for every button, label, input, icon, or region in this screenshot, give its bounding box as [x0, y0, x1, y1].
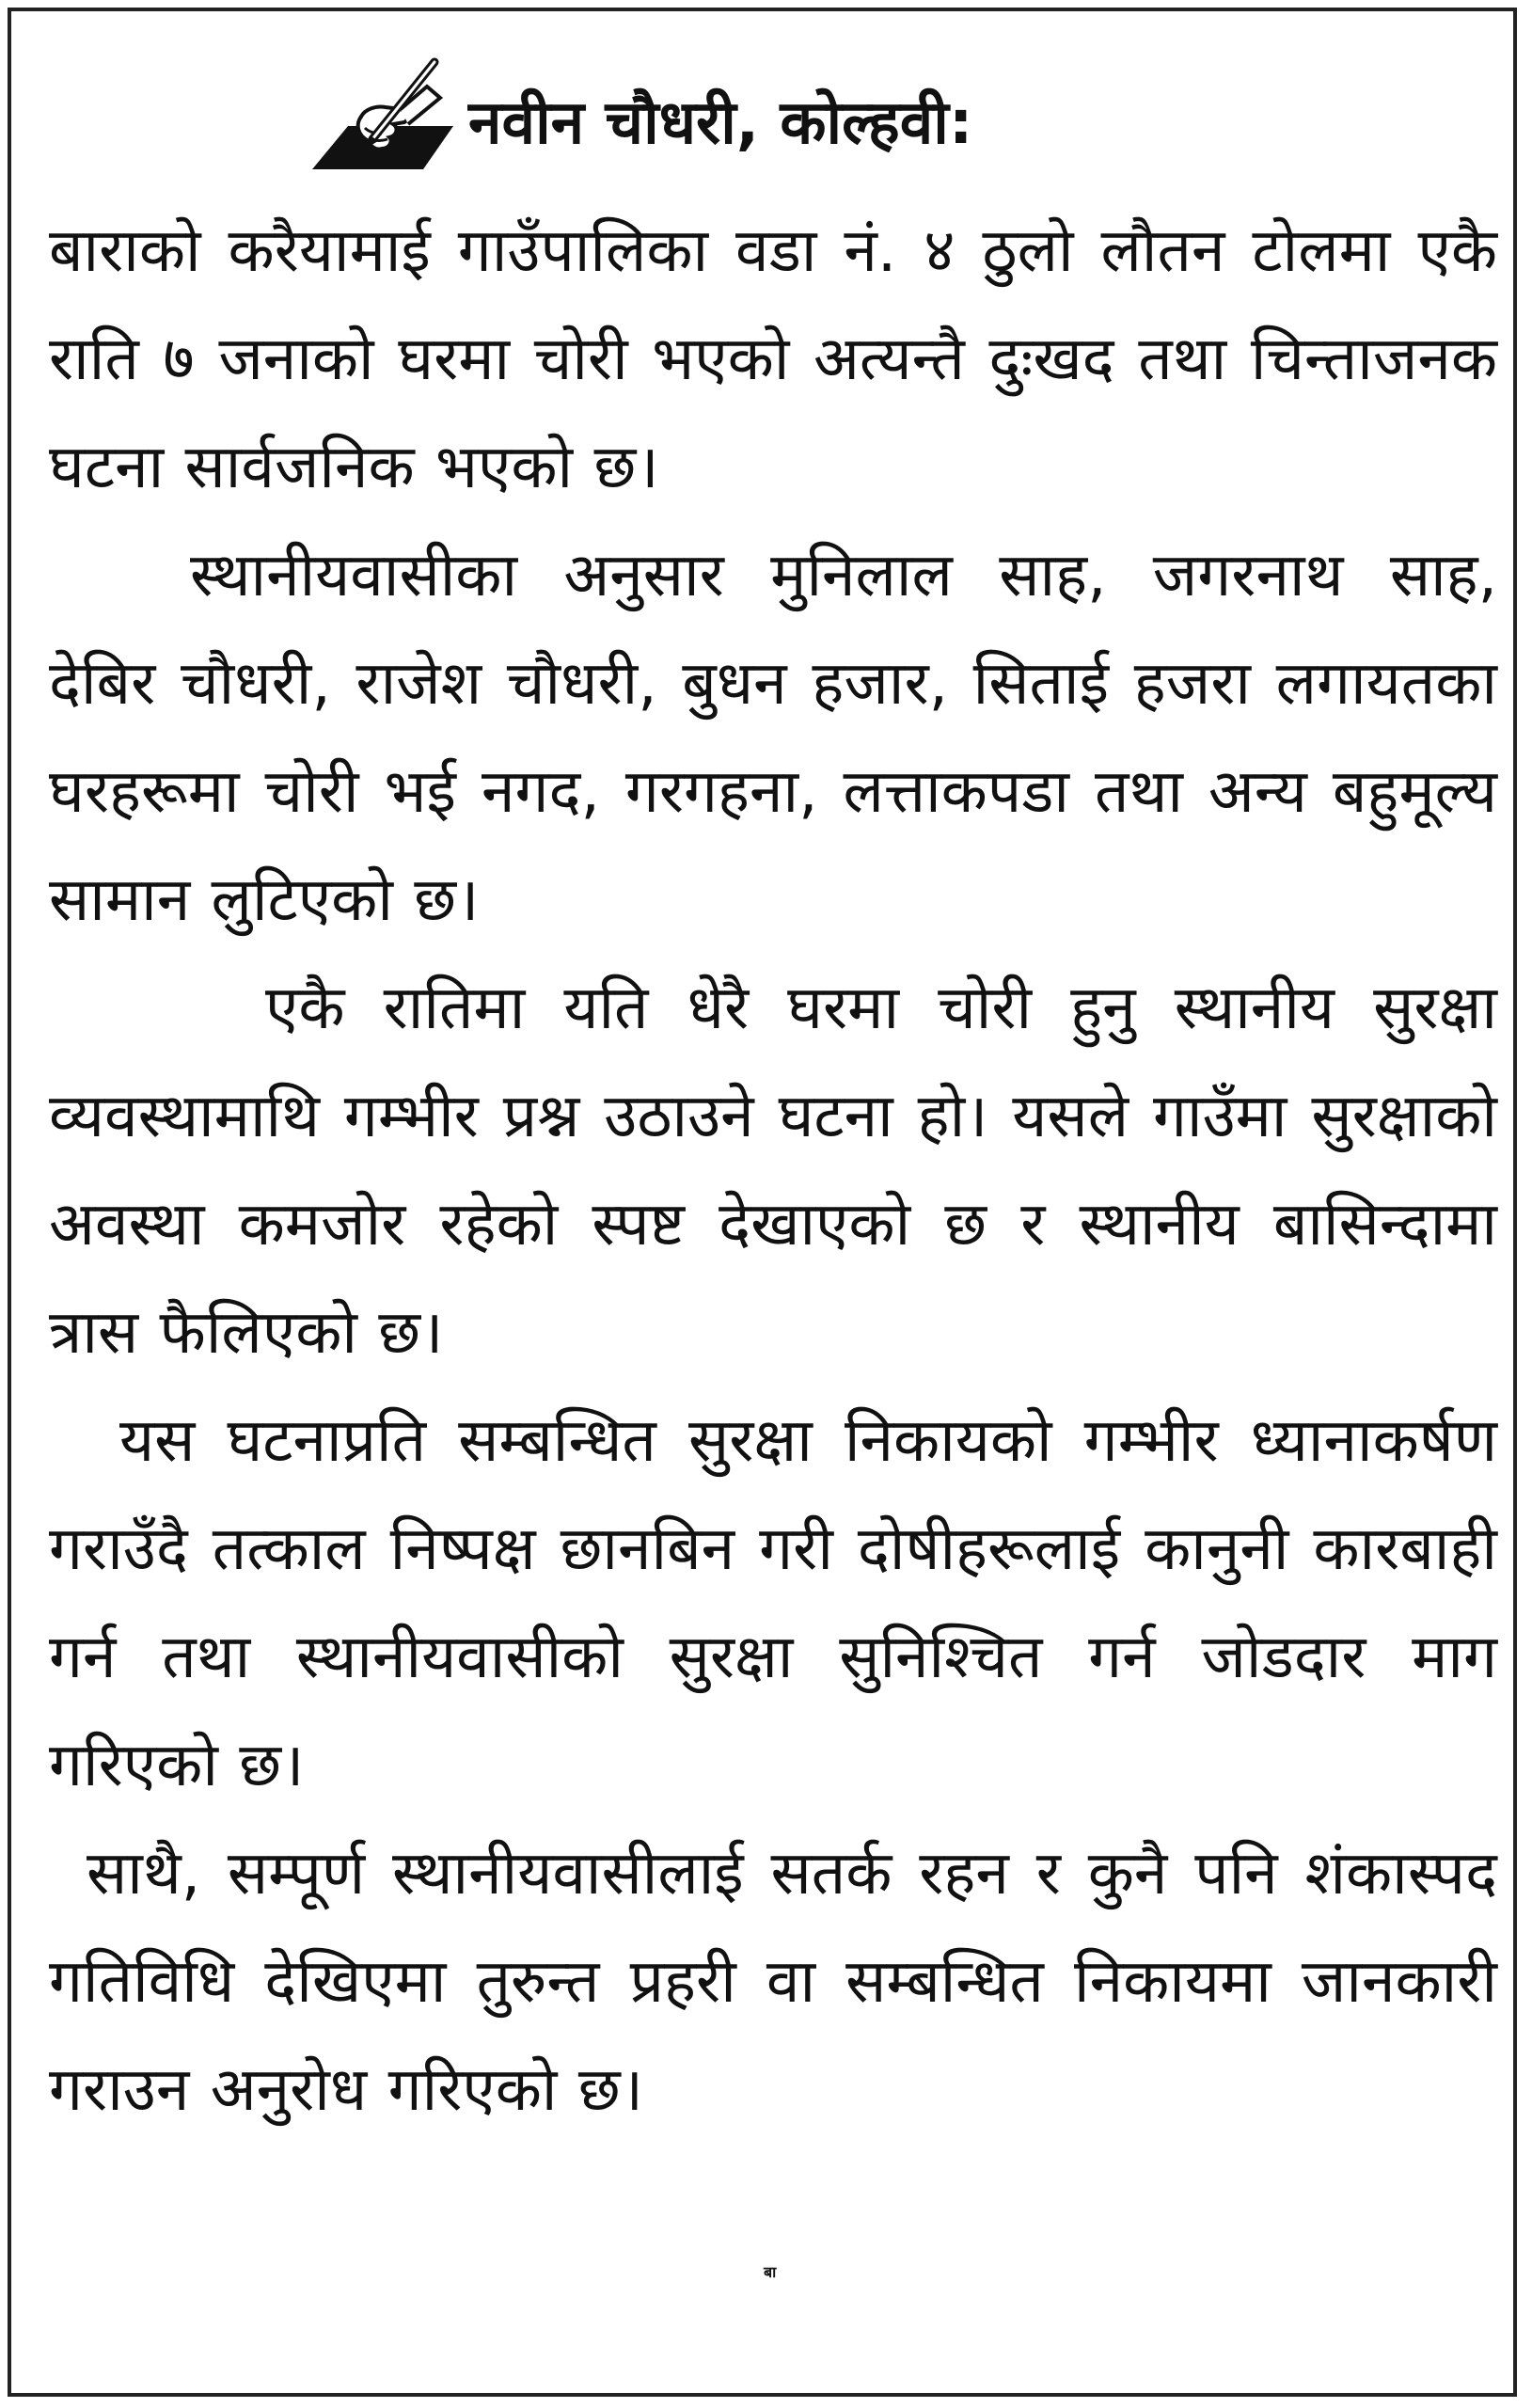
paragraph-1: बाराको करैयामाई गाउँपालिका वडा नं. ४ ठुलो लौतन टोलमा एकै राति ७ जनाको घरमा चोरी भएको अत्यन्तै दुःखद तथा चिन्ताजनक घटना सार्वजनिक भएको छ।: [49, 216, 1497, 502]
byline: [303, 49, 972, 181]
article-body: [49, 198, 1497, 2145]
footer-mark: बा: [764, 2263, 777, 2281]
paragraph-4: यस घटनाप्रति सम्बन्धित सुरक्षा निकायको गम्भीर ध्यानाकर्षण गराउँदै तत्काल निष्पक्ष छानबिन गरी दोषीहरूलाई कानुनी कारबाही गर्न तथा स्थानीयवासीको सुरक्षा सुनिश्चित गर्न जोडदार माग गरिएको छ।: [49, 1406, 1497, 1800]
paragraph-5: साथै, सम्पूर्ण स्थानीयवासीलाई सतर्क रहन र कुनै पनि शंकास्पद गतिविधि देखिएमा तुरुन्त प्रहरी वा सम्बन्धित निकायमा जानकारी गराउन अनुरोध गरिएको छ।: [49, 1839, 1497, 2125]
paragraph-3: एकै रातिमा यति धेरै घरमा चोरी हुनु स्थानीय सुरक्षा व्यवस्थामाथि गम्भीर प्रश्न उठाउने घटना हो। यसले गाउँमा सुरक्षाको अवस्था कमजोर रहेको स्पष्ट देखाएको छ र स्थानीय बासिन्दामा त्रास फैलिएको छ।: [49, 974, 1497, 1368]
pen-writing-icon: [303, 49, 463, 181]
author-name: नवीन चौधरी, कोल्हवी:: [468, 88, 973, 158]
paragraph-2: स्थानीयवासीका अनुसार मुनिलाल साह, जगरनाथ साह, देबिर चौधरी, राजेश चौधरी, बुधन हजार, सिताई हजरा लगायतका घरहरूमा चोरी भई नगद, गरगहना, लत्ताकपडा तथा अन्य बहुमूल्य सामान लुटिएको छ।: [49, 541, 1497, 935]
article-frame: [8, 8, 1517, 2397]
